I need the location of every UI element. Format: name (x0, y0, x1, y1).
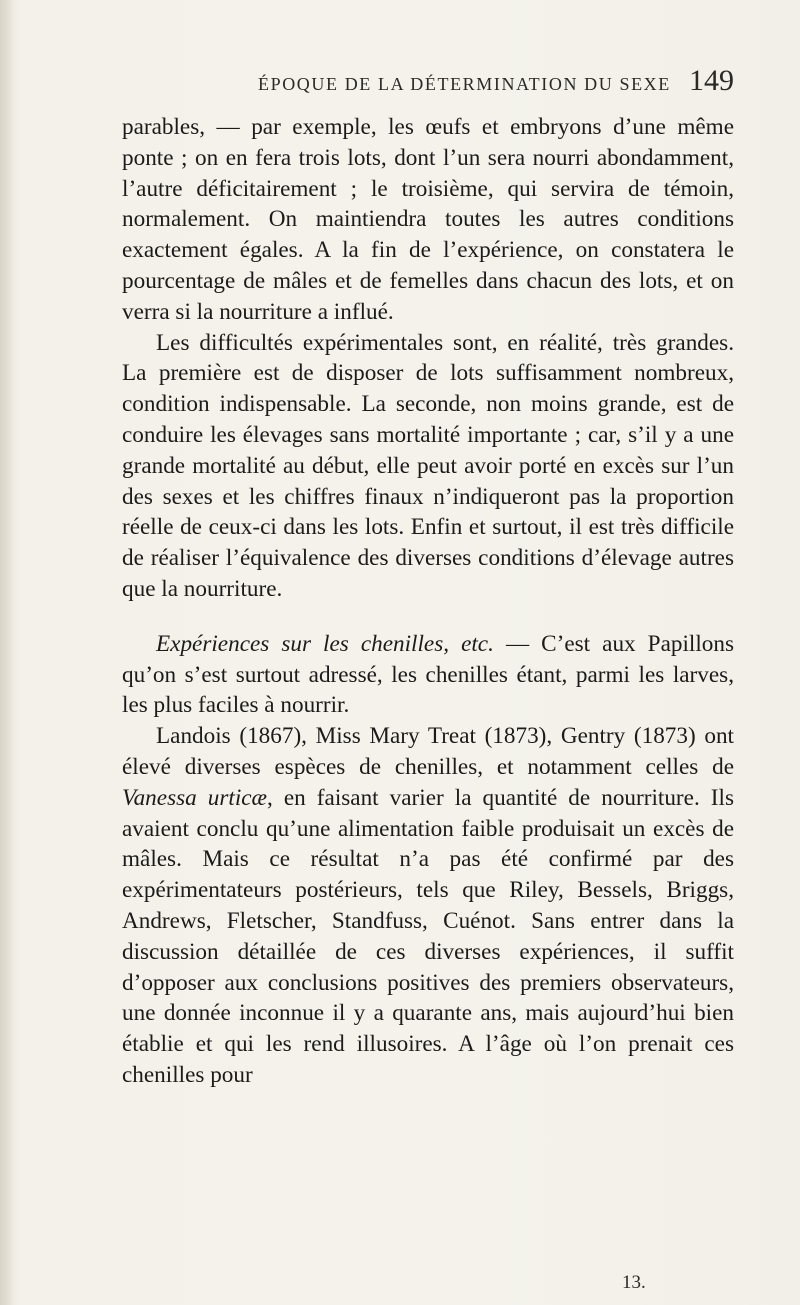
paragraph-section-caterpillars (122, 629, 734, 721)
experimenters-text-end: , en faisant varier la quantité de nourriture. Ils avaient conclu qu’une alimentation faible produisait un excès de mâles. Mais ce résultat n’a pas été confirmé par des expérimentateurs postérieurs, tels que Riley, Bessels, Briggs, Andrews, Fletscher, Standfuss, Cuénot. Sans entrer dans la discussion détaillée de ces diverses expériences, il suffit d’opposer aux conclusions positives des premiers observateurs, une donnée inconnue il y a quarante ans, mais aujourd’hui bien établie et qui les rend illusoires. A l’âge où l’on prenait ces chenilles pour (122, 784, 734, 1088)
signature-mark: 13. (622, 1272, 646, 1293)
species-name: Vanessa urticæ (122, 784, 268, 811)
page-header (258, 62, 734, 102)
paragraph-difficulties: Les difficultés expérimentales sont, en réalité, très grandes. La première est de disposer de lots suffisamment nombreux, condition indispensable. La seconde, non moins grande, est de conduire les élevages sans mortalité importante ; car, s’il y a une grande mortalité au début, elle peut avoir porté en excès sur l’un des sexes et les chiffres finaux n’indiqueront pas la proportion réelle de ceux-ci dans les lots. Enfin et surtout, il est très difficile de réaliser l’équivalence des diverses conditions d’élevage autres que la nourriture. (122, 329, 734, 602)
paragraph-continuation: parables, — par exemple, les œufs et embryons d’une même ponte ; on en fera trois lots, dont l’un sera nourri abondamment, l’autre déficitairement ; le troisième, qui servira de témoin, normalement. On maintiendra toutes les autres conditions exactement égales. A la fin de l’expérience, on constatera le pourcentage de mâles et de femelles dans chacun des lots, et on verra si la nourriture a influé. (122, 114, 734, 325)
section-intro: — C’est aux Papillons qu’on s’est surtout adressé, les chenilles étant, parmi les larves, les plus faciles à nourrir. (122, 630, 735, 719)
running-head: ÉPOQUE DE LA DÉTERMINATION DU SEXE (258, 74, 671, 94)
page-number: 149 (689, 64, 734, 97)
section-heading: Expériences sur les chenilles, etc. (156, 630, 494, 657)
paragraph-experimenters (122, 721, 734, 1091)
body-text (122, 112, 734, 1091)
page-gutter-shadow (0, 0, 14, 1305)
experimenters-text-start: Landois (1867), Miss Mary Treat (1873), Gentry (1873) ont élevé diverses espèces de chenilles, et notamment celles de (122, 723, 734, 780)
